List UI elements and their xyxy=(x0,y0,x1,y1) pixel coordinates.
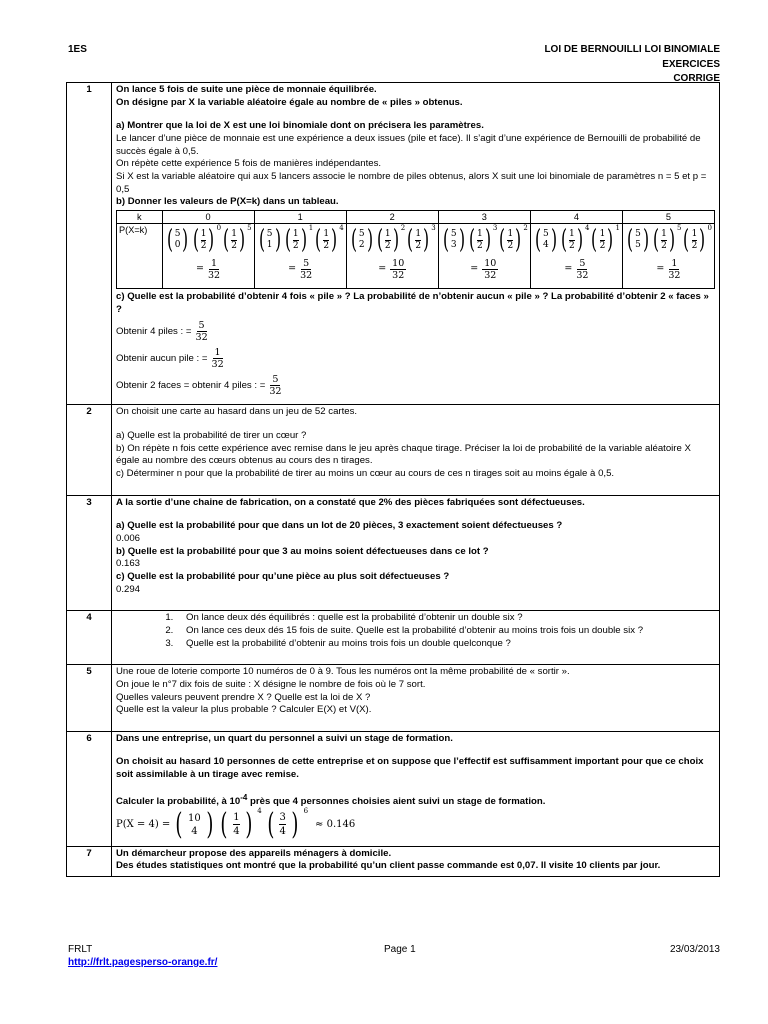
equals-sign: = xyxy=(378,263,387,275)
p-header: P(X=k) xyxy=(117,224,163,289)
ex3-question-c: c) Quelle est la probabilité pour qu’une pièce au plus soit défectueuses ? xyxy=(116,570,450,582)
probability-table-p-row xyxy=(117,224,715,289)
binomial-expression: ( 5 2 ) ( $\frac{1}{2}$ ) 2 ( $\frac{1}{2}$ ) 3 xyxy=(350,224,436,256)
header-title-line3: CORRIGE xyxy=(673,73,720,84)
k-value: 1 xyxy=(254,210,346,223)
exercise-number: 3 xyxy=(67,495,112,611)
result-label: Obtenir 2 faces = obtenir 4 piles : = xyxy=(116,379,266,391)
numerator: 1 xyxy=(323,228,330,239)
footer-link[interactable]: http://frlt.pagesperso-orange.fr/ xyxy=(68,957,218,968)
binom-bottom: 3 xyxy=(450,240,457,251)
exercise-2-row xyxy=(67,405,720,495)
result-label: Obtenir 4 piles : = xyxy=(116,325,192,337)
numerator: 1 xyxy=(200,228,207,239)
ex5-question-1: Quelles valeurs peuvent prendre X ? Quelle est la loi de X ? xyxy=(116,691,371,703)
denominator: 32 xyxy=(211,359,224,371)
probability-value xyxy=(533,258,620,281)
ex7-statement-1: Un démarcheur propose des appareils ménagers à domicile. xyxy=(116,847,392,859)
exercise-7-row xyxy=(67,846,720,876)
exponent: 6 xyxy=(303,806,309,815)
exercise-number: 5 xyxy=(67,665,112,732)
exponent: -4 xyxy=(240,792,248,802)
denominator: 2 xyxy=(599,240,606,251)
probability-table xyxy=(116,210,715,289)
ex5-statement-1: Une roue de loterie comporte 10 numéros de 0 à 9. Tous les numéros ont la même probabilité de « sortir ». xyxy=(116,666,570,678)
denominator: 2 xyxy=(476,240,483,251)
ex3-answer-a: 0.006 xyxy=(116,532,141,544)
ex6-statement-1: Dans une entreprise, un quart du personnel a suivi un stage de formation. xyxy=(116,732,453,744)
binom-top: 5 xyxy=(543,229,549,240)
k-value: 3 xyxy=(438,210,530,223)
denominator: 32 xyxy=(392,270,405,282)
numerator: 10 xyxy=(484,258,497,270)
binomial-expression: ( 5 3 ) ( $\frac{1}{2}$ ) 3 ( $\frac{1}{2}$ ) 2 xyxy=(442,224,528,256)
probability-value xyxy=(349,258,436,281)
exercise-3-content xyxy=(112,495,720,611)
exercise-5-row xyxy=(67,665,720,732)
ex7-statement-2: Des études statistiques ont montré que la probabilité qu’un client passe commande est 0,07. Il visite 10 clients par jour. xyxy=(116,860,661,872)
exercise-4-row xyxy=(67,611,720,665)
p-cell xyxy=(622,224,714,289)
binom-top: 10 xyxy=(188,812,201,824)
numerator: 1 xyxy=(507,228,514,239)
binomial-expression: ( 5 5 ) ( $\frac{1}{2}$ ) 5 ( $\frac{1}{2}$ ) 0 xyxy=(626,224,712,256)
binomial-expression: ( 5 4 ) ( $\frac{1}{2}$ ) 4 ( $\frac{1}{2}$ ) 1 xyxy=(534,224,620,256)
numerator: 1 xyxy=(691,228,698,239)
p-cell xyxy=(346,224,438,289)
denominator: 2 xyxy=(384,240,391,251)
ex3-statement: A la sortie d’une chaine de fabrication, on a constaté que 2% des pièces fabriquées sont défectueuses. xyxy=(116,496,585,508)
exponent: 5 xyxy=(247,224,252,233)
header-title-line2: EXERCICES xyxy=(662,58,720,70)
k-value: 4 xyxy=(530,210,622,223)
exponent: 3 xyxy=(431,224,436,233)
probability-table-k-row xyxy=(117,210,715,223)
ex1-result-3 xyxy=(116,374,715,397)
denominator: 2 xyxy=(231,240,237,251)
ex1-answer-a-2: On répète cette expérience 5 fois de manières indépendantes. xyxy=(116,158,382,170)
numerator: 1 xyxy=(476,228,483,239)
exercise-2-content xyxy=(112,405,720,495)
header-title xyxy=(544,43,720,87)
numerator: 5 xyxy=(198,320,205,332)
numerator: 1 xyxy=(661,228,667,239)
k-value: 2 xyxy=(346,210,438,223)
exercise-4-content xyxy=(112,611,720,665)
formula-lhs: P(X = 4) = xyxy=(116,819,171,831)
denominator: 2 xyxy=(507,240,514,251)
ex1-answer-a-1: Le lancer d’une pièce de monnaie est une expérience a deux issues (pile et face). Il s’agit d’une expérience de Bernouilli de probabilité de succès égale à 0,5. xyxy=(116,132,701,157)
ex1-result-1 xyxy=(116,320,715,343)
binom-bottom: 4 xyxy=(191,825,198,837)
result-fraction xyxy=(195,320,207,343)
ex4-question-list xyxy=(116,612,715,650)
exercise-1-row xyxy=(67,83,720,405)
exercise-number: 2 xyxy=(67,405,112,495)
result-label: Obtenir aucun pile : = xyxy=(116,352,208,364)
binom-bottom: 5 xyxy=(635,240,641,251)
exercise-number: 7 xyxy=(67,846,112,876)
list-item: 2. On lance ces deux dés 15 fois de suite. Quelle est la probabilité d’obtenir au moins trois fois un double six ? xyxy=(176,625,715,638)
ex1-answer-a-3: Si X est la variable aléatoire qui aux 5 lancers associe le nombre de piles obtenus, alors X suit une loi binomiale de paramètres n = 5 et p = 0,5 xyxy=(116,170,707,195)
denominator: 32 xyxy=(269,386,282,398)
exercise-number: 6 xyxy=(67,731,112,846)
exponent: 4 xyxy=(339,224,344,233)
binom-bottom: 1 xyxy=(266,240,273,251)
numerator: 1 xyxy=(214,347,221,359)
question-text: Calculer la probabilité, à 10 xyxy=(116,795,241,807)
probability-value xyxy=(165,258,252,281)
result-fraction xyxy=(269,374,281,397)
numerator: 1 xyxy=(231,228,237,239)
formula-result: ≈ 0.146 xyxy=(315,819,356,831)
k-value: 5 xyxy=(622,210,714,223)
binom-top: 5 xyxy=(266,229,273,240)
footer-author: FRLT xyxy=(68,944,93,955)
exercise-5-content xyxy=(112,665,720,732)
exponent: 4 xyxy=(584,224,590,233)
ex2-question-c: c) Déterminer n pour que la probabilité de tirer au moins un cœur au cours de ces n tirages soit au moins égale à 0,5. xyxy=(116,467,615,479)
ex1-statement-1: On lance 5 fois de suite une pièce de monnaie équilibrée. xyxy=(116,84,377,95)
exercise-6-content xyxy=(112,731,720,846)
exercise-table xyxy=(66,82,720,877)
denominator: 32 xyxy=(208,270,221,282)
denominator: 32 xyxy=(300,270,313,282)
p-cell xyxy=(438,224,530,289)
denominator: 32 xyxy=(576,270,589,282)
equals-sign: = xyxy=(288,263,297,275)
k-header: k xyxy=(117,210,163,223)
exercise-1-content xyxy=(112,83,720,405)
exercise-3-row xyxy=(67,495,720,611)
denominator: 32 xyxy=(668,270,681,282)
exponent: 1 xyxy=(615,224,620,233)
denominator: 2 xyxy=(569,240,575,251)
binom-top: 5 xyxy=(635,229,641,240)
numerator: 1 xyxy=(569,228,575,239)
exponent: 5 xyxy=(677,224,682,233)
exercise-number: 1 xyxy=(67,83,112,405)
exponent: 3 xyxy=(492,224,498,233)
equals-sign: = xyxy=(196,263,204,275)
equals-sign: = xyxy=(470,263,479,275)
numerator: 5 xyxy=(272,374,279,386)
ex1-question-b: b) Donner les valeurs de P(X=k) dans un tableau. xyxy=(116,196,339,208)
numerator: 3 xyxy=(279,812,286,824)
footer-date: 23/03/2013 xyxy=(669,944,720,955)
ex2-question-a: a) Quelle est la probabilité de tirer un cœur ? xyxy=(116,430,307,442)
p-cell xyxy=(254,224,346,289)
binomial-expression: ( 5 1 ) ( $\frac{1}{2}$ ) 1 ( $\frac{1}{2}$ ) 4 xyxy=(258,224,344,256)
binom-top: 5 xyxy=(358,229,365,240)
footer-page-number: Page 1 xyxy=(384,944,416,955)
denominator: 2 xyxy=(292,240,299,251)
exponent: 2 xyxy=(523,224,528,233)
p-cell xyxy=(530,224,622,289)
binom-top: 5 xyxy=(450,229,457,240)
exercise-7-content xyxy=(112,846,720,876)
denominator: 4 xyxy=(233,826,240,838)
denominator: 2 xyxy=(323,240,330,251)
question-text: près que 4 personnes choisies aient suivi un stage de formation. xyxy=(247,795,546,807)
numerator: 1 xyxy=(671,258,678,270)
binom-bottom: 0 xyxy=(174,240,181,251)
probability-value xyxy=(441,258,528,281)
numerator: 1 xyxy=(292,228,299,239)
denominator: 2 xyxy=(415,240,422,251)
p-cell xyxy=(162,224,254,289)
numerator: 10 xyxy=(392,258,405,270)
exponent: 4 xyxy=(257,806,262,815)
numerator: 5 xyxy=(303,258,310,270)
binom-bottom: 4 xyxy=(543,240,549,251)
ex2-statement: On choisit une carte au hasard dans un jeu de 52 cartes. xyxy=(116,406,358,418)
ex3-answer-b: 0.163 xyxy=(116,558,141,570)
ex1-question-c: c) Quelle est la probabilité d’obtenir 4 fois « pile » ? La probabilité de n’obtenir aucun « pile » ? La probabilité d’obtenir 2 « faces » ? xyxy=(116,291,709,315)
header-title-line1: LOI DE BERNOUILLI LOI BINOMIALE xyxy=(544,44,720,55)
exercise-number: 4 xyxy=(67,611,112,665)
numerator: 1 xyxy=(233,812,240,824)
numerator: 1 xyxy=(415,228,422,239)
result-fraction xyxy=(211,347,223,370)
exponent: 2 xyxy=(400,224,406,233)
binom-top: 5 xyxy=(174,229,181,240)
numerator: 5 xyxy=(579,258,586,270)
k-value: 0 xyxy=(162,210,254,223)
ex5-question-2: Quelle est la valeur la plus probable ? Calculer E(X) et V(X). xyxy=(116,704,372,716)
numerator: 1 xyxy=(384,228,391,239)
ex5-statement-2: On joue le n°7 dix fois de suite : X désigne le nombre de fois où le 7 sort. xyxy=(116,678,426,690)
denominator: 2 xyxy=(691,240,698,251)
denominator: 32 xyxy=(484,270,497,282)
exercise-6-row xyxy=(67,731,720,846)
ex2-question-b: b) On répète n fois cette expérience avec remise dans le jeu après chaque tirage. Préciser la loi de probabilité de la variable aléatoire X égale au nombre des cœurs obtenus au cours des n tirages. xyxy=(116,442,691,467)
probability-value xyxy=(257,258,344,281)
probability-value xyxy=(625,258,712,281)
numerator: 1 xyxy=(211,258,218,270)
list-item: 1. On lance deux dés équilibrés : quelle est la probabilité d’obtenir un double six ? xyxy=(176,612,715,625)
list-item: 3. Quelle est la probabilité d’obtenir au moins trois fois un double quelconque ? xyxy=(176,638,715,651)
ex6-statement-2: On choisit au hasard 10 personnes de cette entreprise et on suppose que l’effectif est suffisamment important pour que ce choix soit assimilable à un tirage avec remise. xyxy=(116,756,704,781)
ex1-statement-2: On désigne par X la variable aléatoire égale au nombre de « piles » obtenus. xyxy=(116,96,463,108)
header-class: 1ES xyxy=(68,44,87,55)
equals-sign: = xyxy=(564,263,573,275)
ex1-question-a: a) Montrer que la loi de X est une loi binomiale dont on précisera les paramètres. xyxy=(116,120,484,132)
equals-sign: = xyxy=(656,263,665,275)
binomial-expression: ( 5 0 ) ( $\frac{1}{2}$ ) 0 ( $\frac{1}{2}$ ) 5 xyxy=(166,224,252,256)
ex3-question-a: a) Quelle est la probabilité pour que dans un lot de 20 pièces, 3 exactement soient défectueuses ? xyxy=(116,520,563,532)
ex1-result-2 xyxy=(116,347,715,370)
denominator: 32 xyxy=(195,332,208,344)
binom-bottom: 2 xyxy=(358,240,365,251)
ex6-formula: P(X = 4) = ( 10 4 ) ( $\frac{1}{4}$ ) 4 ( $\frac{3}{4}$ ) 6 ≈ 0.146 xyxy=(116,806,356,842)
denominator: 2 xyxy=(661,240,667,251)
exponent: 0 xyxy=(216,224,222,233)
exponent: 1 xyxy=(308,224,314,233)
ex3-question-b: b) Quelle est la probabilité pour que 3 au moins soient défectueuses dans ce lot ? xyxy=(116,545,489,557)
denominator: 4 xyxy=(279,826,286,838)
ex3-answer-c: 0.294 xyxy=(116,583,141,595)
exponent: 0 xyxy=(707,224,712,233)
denominator: 2 xyxy=(200,240,207,251)
numerator: 1 xyxy=(599,228,606,239)
